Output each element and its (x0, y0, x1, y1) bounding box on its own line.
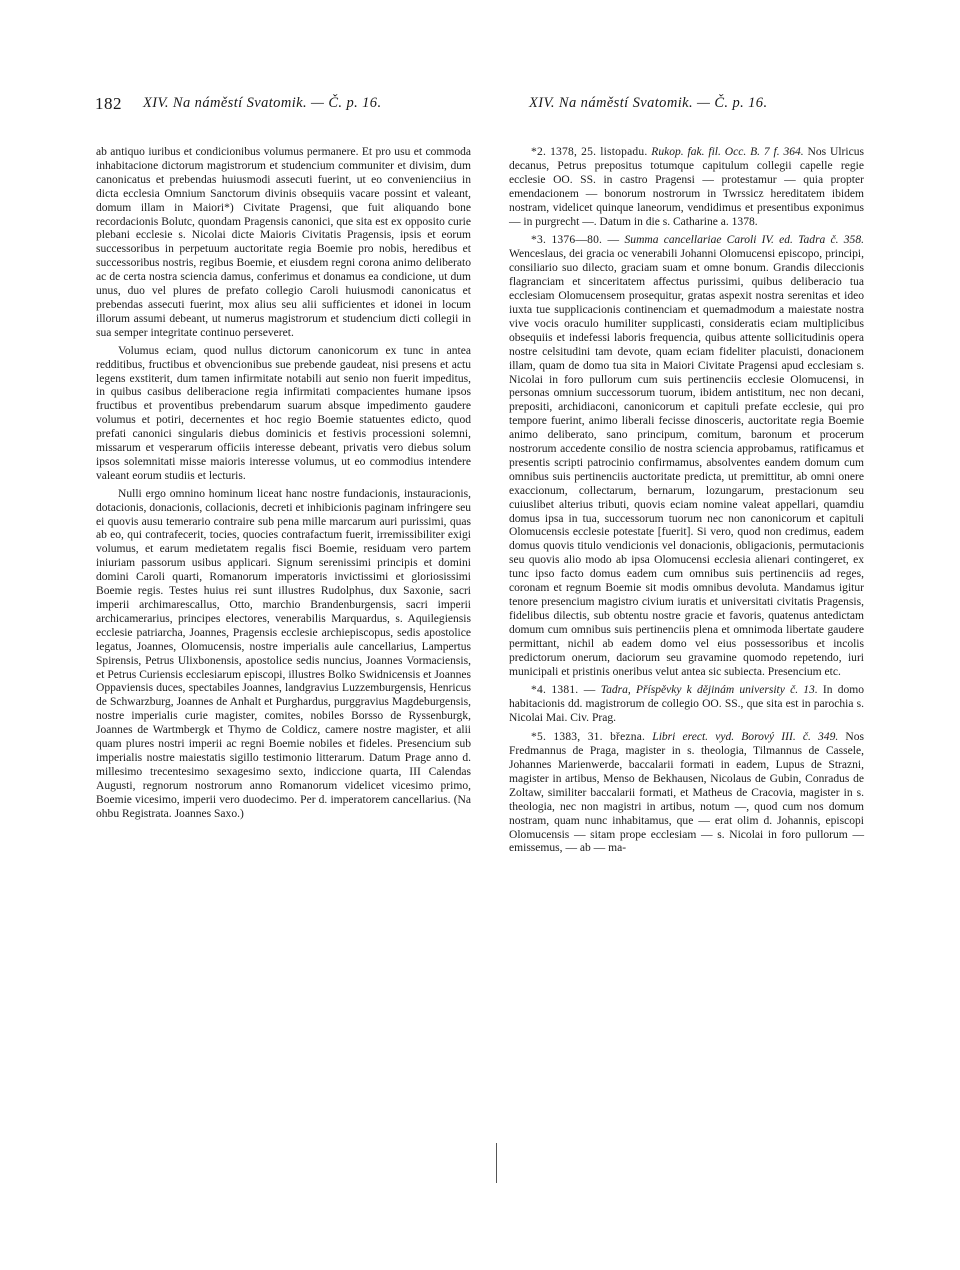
entry-4-text: In domo habitacionis dd. magistrorum de collegio OO. SS., que sita est in parochia s. Nicolai Mai. Civ. Prag. (509, 684, 864, 725)
paragraph: ab antiquo iuribus et condicionibus volumus permanere. Et pro usu et commoda inhabitacione dictorum magistrorum et studencium communiter et divisim, dum canonicatus et prebendas huiusmodi assecuti fuerint, ut eo convenienciius in dicta ecclesia Omnium Sanctorum divinis obsequiis vacare possint et valeant, domum illam in Maiori*) Civitate Pragensi, que fuit aliquando bone recordacionis Bolutc, quondam Pragensis canonici, que sita est ex opposito curie plebani ecclesie s. Nicolai dicte Maioris Civitatis Pragensis, ipsis et eorum successoribus in perpetuum auctoritate regia Boemie pro nobis, heredibus et successoribus nostris, regibus Boemie, et eiusdem regni corona animo deliberato ac de certa nostra sciencia damus, conferimus et donamus ea condicione, ut dum unus, duo vel plures de prefato collegio Caroli huiusmodi canonicatus et prebendas assecuti fuerint, mox alius seu alii sufficientes et idonei in locum illorum assumi debeant, ut numerus magistrorum et studencium dicti collegii in sua semper integritate continuo perseveret. (96, 146, 471, 339)
entry-3 (509, 234, 864, 679)
entry-2-source: Rukop. fak. fil. Occ. B. 7 f. 364. (651, 146, 804, 158)
margin-rule (496, 1143, 497, 1183)
entry-4-source: Tadra, Příspěvky k dějinám university č. 13. (600, 684, 818, 697)
entry-2-text: Nos Ulricus decanus, Petrus prepositus totumque capitulum collegii capelle regie ecclesie OO. SS. in castro Pragensi — protestamur — quia propter emendacionem — bonorum nostrorum in Twrssicz hereditatem ibidem nostram, videlicet quinque laneorum, vendidimus et presentibus exponimus — in purgrecht —. Datum in die s. Catharine a. 1378. (509, 146, 864, 228)
running-head-right: XIV. Na náměstí Svatomik. — Č. p. 16. (529, 95, 768, 111)
page-number: 182 (95, 94, 122, 113)
entry-3-source: Summa cancellariae Caroli IV. ed. Tadra č. 358. (624, 234, 864, 247)
entry-4-date: *4. 1381. — (531, 684, 596, 697)
entry-5 (509, 731, 864, 856)
entry-4 (509, 684, 864, 726)
entry-2 (509, 146, 864, 229)
entry-3-text: Wenceslaus, dei gracia oc venerabili Johanni Olomucensi episcopo, principi, consiliario suo dilecto, graciam suam et omne bonum. Grandis dileccionis flagranciam et sinceritatem affectus purissimi, quibus deliberacio tua ecclesiam Olomucensem prosequitur, gratas aspexit nostra serenitas et ideo iuxta tue supplicacionis continenciam et quemadmodum a maiestate nostra vive vocis oraculo humiliter supplicasti, consideratis eciam multiplicibus obsequiis et indefessi laboris frequencia, quibus attente sollicitudinis opera nostre celsitudini tam devote, quam eciam fideliter placuisti, donacionem illam, quam de domo tua sita in Maiori Civitate Pragensi apud ecclesiam s. Nicolai in foro pullorum cum suis pertinenciis ecclesie Olomucensi, in personas omnium successorum tuorum, ibidem antistitum, nec non decani, prepositi, archidiaconi, canonicorum et capituli prefate ecclesie, qui pro tempore fuerint, animo liberali fecisse dinosceris, auctoritate regia Boemie animo deliberato, sano principum, comitum, baronum et procerum nostrorum accedente consilio de nostra sciencia approbamus, ratificamus et presentis scripti patrocinio confirmamus, absolventes eandem domum cum omnibus suis pertinenciis auctoritate predicta, ut premittitur, ab omni onere exaccionum, collectarum, bernarum, lozungarum, prestacionum seu cuiuslibet alterius tributi, quovis eciam nomine valeat appellari, quamdiu domus ipsa in tua, successorum tuorum nec non canonicorum et capituli Olomucensis ecclesie potestate [fuerit]. Si vero, quod non credimus, eadem domus quovis titulo vendicionis vel donacionis, obligacionis, permutacionis seu quovis alio modo ab ipsa Olomucensi ecclesia alienari contingeret, ex tunc ipso facto domus eadem cum omnibus suis pertinenciis ad reges, coronam et regnum Boemie sit modis omnibus devoluta. Mandamus igitur tenore presencium magistro civium iuratis et universitati civitatis Pragensis, fidelibus dilectis, sub obtentu nostre gracie et favoris, quatenus antedictam domum cum omnibus suis pertinenciis plena et omnimoda libertate gaudere permittant, nichil ab eadem domo vel eius possessoribus et incolis predictorum onerum, daciorum seu gravamine quomodo repetendo, iuri municipali et pristinis oneribus velut antea sic subiecta. Presencium etc. (509, 248, 864, 678)
entry-3-date: *3. 1376—80. — (531, 234, 620, 247)
right-column (509, 146, 864, 856)
entry-5-date: *5. 1383, 31. března. (531, 731, 646, 744)
entry-5-source: Libri erect. vyd. Borový III. č. 349. (652, 731, 839, 744)
running-head-left: XIV. Na náměstí Svatomik. — Č. p. 16. (143, 95, 382, 111)
page-header (95, 94, 820, 120)
paragraph: Volumus eciam, quod nullus dictorum canonicorum ex tunc in antea redditibus, fructibus et obvencionibus sue prebende gaudeat, nisi presens et actu legens exstiterit, dum tamen infirmitate notabili aut senio non fuerit impeditus, in quibus casibus deliberacione regia infirmitati compacientes humane ipsos fructibus et proventibus prebendarum suarum absque impedimento gaudere volumus et potiri, decernentes et hoc regio Boemie statuentes edicto, quod prefati canonici singularis diebus dominicis et festivis processioni solemni, missarum et vesperarum officiis interesse debeant, privatis vero diebus solum ipsos solemnitati misse maioris interesse volumus, ut eo commodius intendere valeant eorum studiis et lecturis. (96, 344, 471, 482)
left-column (96, 146, 471, 822)
entry-5-text: Nos Fredmannus de Praga, magister in s. theologia, Tilmannus de Cassele, Johannes Marienwerde, baccalarii formati in eadem, Lupus de Strazni, magister in artibus, Menso de Bekhausen, Nicolaus de Gubin, Conradus de Zoltaw, similiter baccalarii formati, et Matheus de Cracovia, magister in s. theologia, nec non magistri in artibus, notum —, quod cum nos domum nostram, quam nunc inhabitamus, que — erat olim d. Johannis, episcopi Olomucensis — sitam prope ecclesiam — s. Nicolai in foro pullorum — emissemus, — ab — ma- (509, 731, 864, 855)
entry-2-date: *2. 1378, 25. listopadu. (531, 146, 648, 158)
paragraph: Nulli ergo omnino hominum liceat hanc nostre fundacionis, instauracionis, dotacionis, donacionis, collacionis, decreti et inhibicionis paginam infringere seu ei quovis ausu temerario contraire sub pena mille marcarum auri purissimi, quas ab eo, qui contrafecerit, tocies, quocies contrafactum fuerit, irremissibiliter exigi volumus, et earum medietatem regalis fisci Boemie, residuam vero partem iniuriam passorum usibus applicari. Signum serenissimi principis et domini domini Caroli quarti, Romanorum imperatoris invictissimi et gloriosissimi Boemie regis. Testes huius rei sunt illustres Rudolphus, dux Saxonie, sacri imperii archimarescallus, Otto, marchio Brandenburgensis, sacri imperii archicamerarius, principes electores, venerabilis Marquardus, s. Aquilegiensis ecclesie patriarcha, Joannes, Pragensis ecclesie archiepiscopus, sedis apostolice legatus, Joannes, Olomucensis, nostre imperialis aule cancellarius, Lampertus Spirensis, Petrus Ulixbonensis, apostolice sedis nuncius, Joannes Vormaciensis, et Petrus Curiensis ecclesiarum episcopi, illustres Bolko Swidnicensis et Joannes Oppaviensis duces, spectabiles Joannes, landgravius Luzzemburgensis, Henricus de Schwarzburg, Joannes de Anhalt et Purghardus, purggravius Magdeburgensis, nostre imperialis curie magister, comites, nobiles Borsso de Ryssenburgk, Joannes de Wartmbergk et Thymo de Coldicz, camere nostre magister, et alii quam plures nostri imperii ac regni Boemie nobiles et fideles. Presencium sub imperialis nostre maiestatis sigillo testimonio litterarum. Datum Prage anno d. millesimo trecentesimo sexagesimo sexto, indiccione quarta, III Calendas Augusti, regnorum nostrorum anno Romanorum videlicet vicesimo primo, Boemie vicesimo, imperii vero duodecimo. Per d. imperatorem cancellarius. (Na ohbu Registrata. Joannes Saxo.) (96, 487, 471, 820)
